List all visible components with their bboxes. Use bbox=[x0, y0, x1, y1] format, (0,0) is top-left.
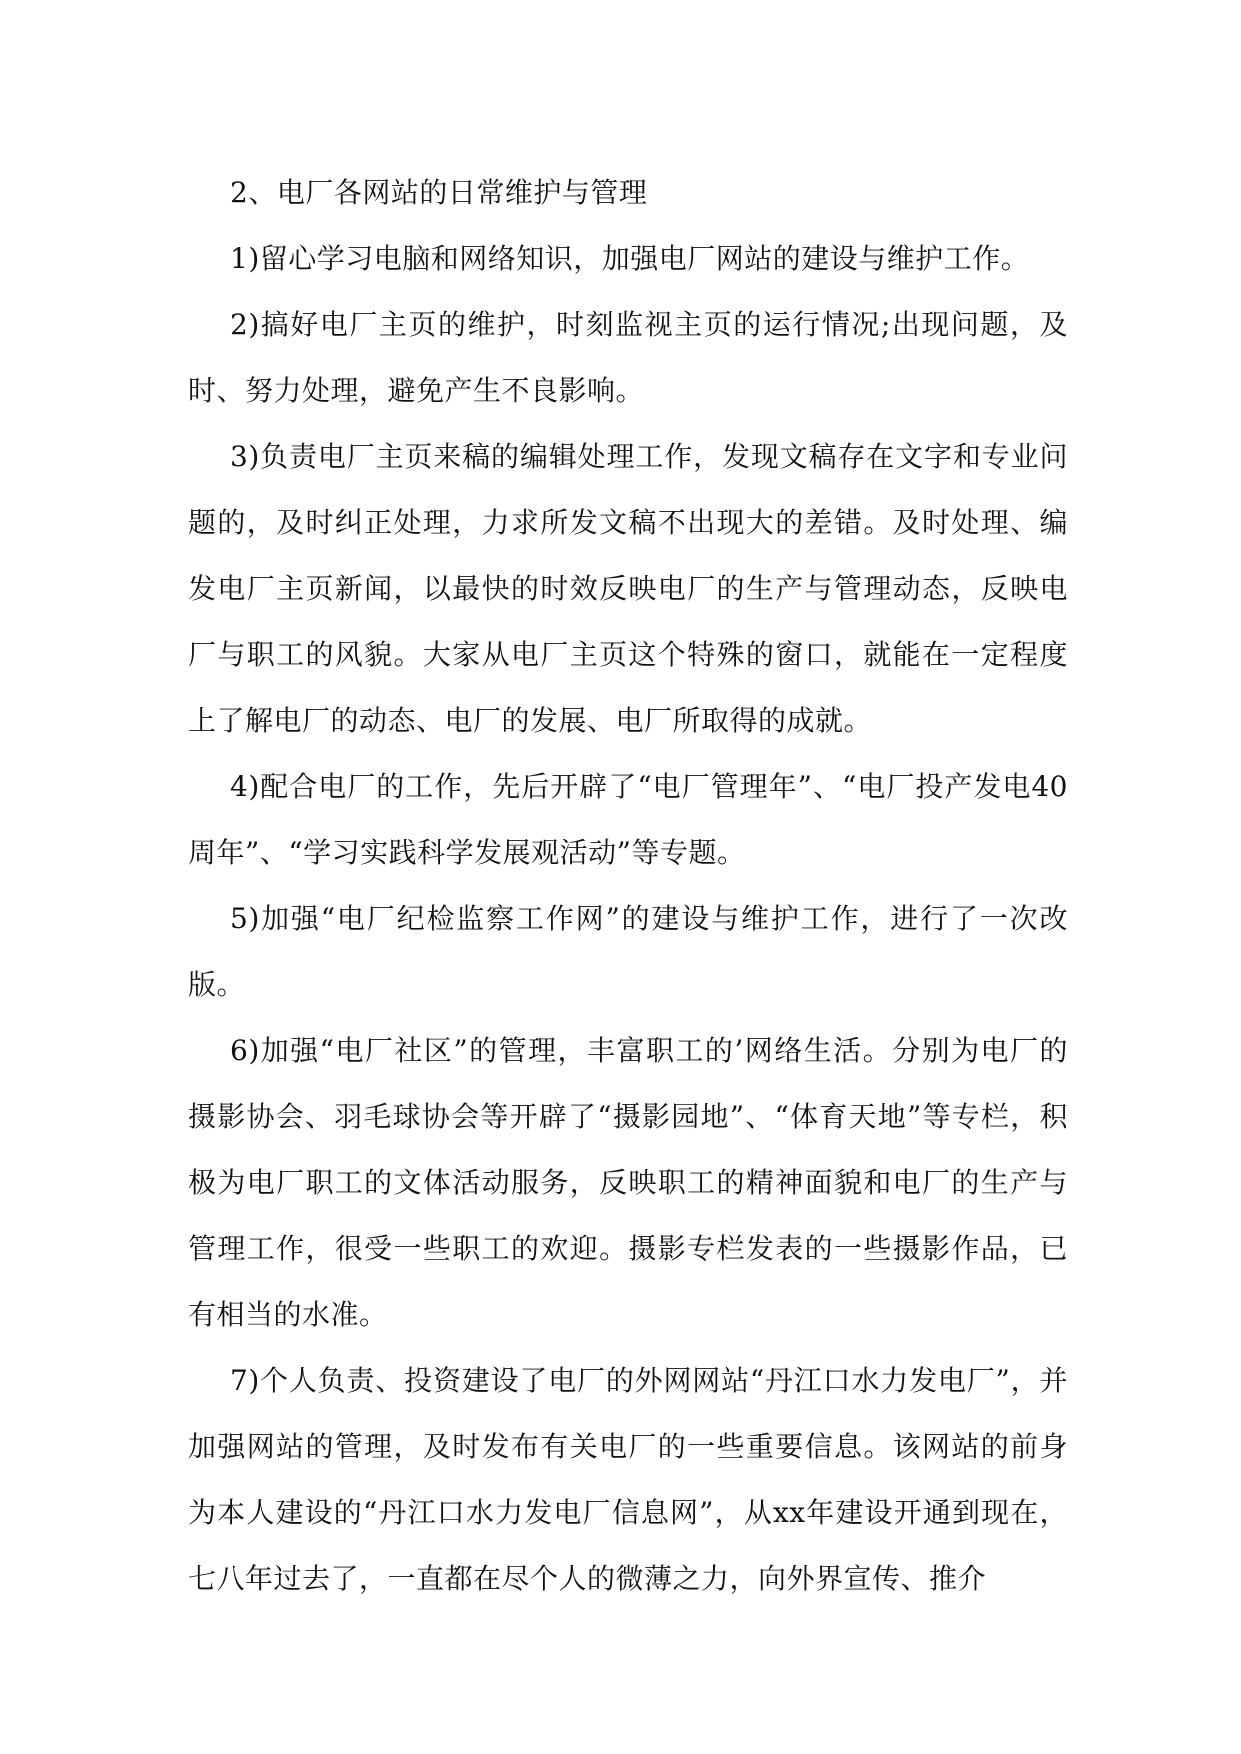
paragraph-item-4: 4)配合电厂的工作，先后开辟了“电厂管理年”、“电厂投产发电40周年”、“学习实践科学发展观活动”等专题。 bbox=[188, 770, 1068, 869]
paragraph-item-1: 1)留心学习电脑和网络知识，加强电厂网站的建设与维护工作。 bbox=[230, 242, 1030, 275]
paragraph-item-3: 3)负责电厂主页来稿的编辑处理工作，发现文稿存在文字和专业问题的，及时纠正处理，力求所发文稿不出现大的差错。及时处理、编发电厂主页新闻，以最快的时效反映电厂的生产与管理动态，反映电厂与职工的风貌。大家从电厂主页这个特殊的窗口，就能在一定程度上了解电厂的动态、电厂的发展、电厂所取得的成就。 bbox=[188, 440, 1068, 737]
paragraph-item-2: 2)搞好电厂主页的维护，时刻监视主页的运行情况;出现问题，及时、努力处理，避免产生不良影响。 bbox=[188, 308, 1068, 407]
paragraph-item-6: 6)加强“电厂社区”的管理，丰富职工的’网络生活。分别为电厂的摄影协会、羽毛球协会等开辟了“摄影园地”、“体育天地”等专栏，积极为电厂职工的文体活动服务，反映职工的精神面貌和电厂的生产与管理工作，很受一些职工的欢迎。摄影专栏发表的一些摄影作品，已有相当的水准。 bbox=[188, 1034, 1068, 1331]
paragraph-section-heading: 2、电厂各网站的日常维护与管理 bbox=[230, 176, 648, 209]
document-body bbox=[188, 160, 1068, 1612]
paragraph-item-7: 7)个人负责、投资建设了电厂的外网网站“丹江口水力发电厂”，并加强网站的管理，及时发布有关电厂的一些重要信息。该网站的前身为本人建设的“丹江口水力发电厂信息网”，从xx年建设开通到现在，七八年过去了，一直都在尽个人的微薄之力，向外界宣传、推介 bbox=[188, 1364, 1068, 1595]
paragraph-item-5: 5)加强“电厂纪检监察工作网”的建设与维护工作，进行了一次改版。 bbox=[188, 902, 1068, 1001]
